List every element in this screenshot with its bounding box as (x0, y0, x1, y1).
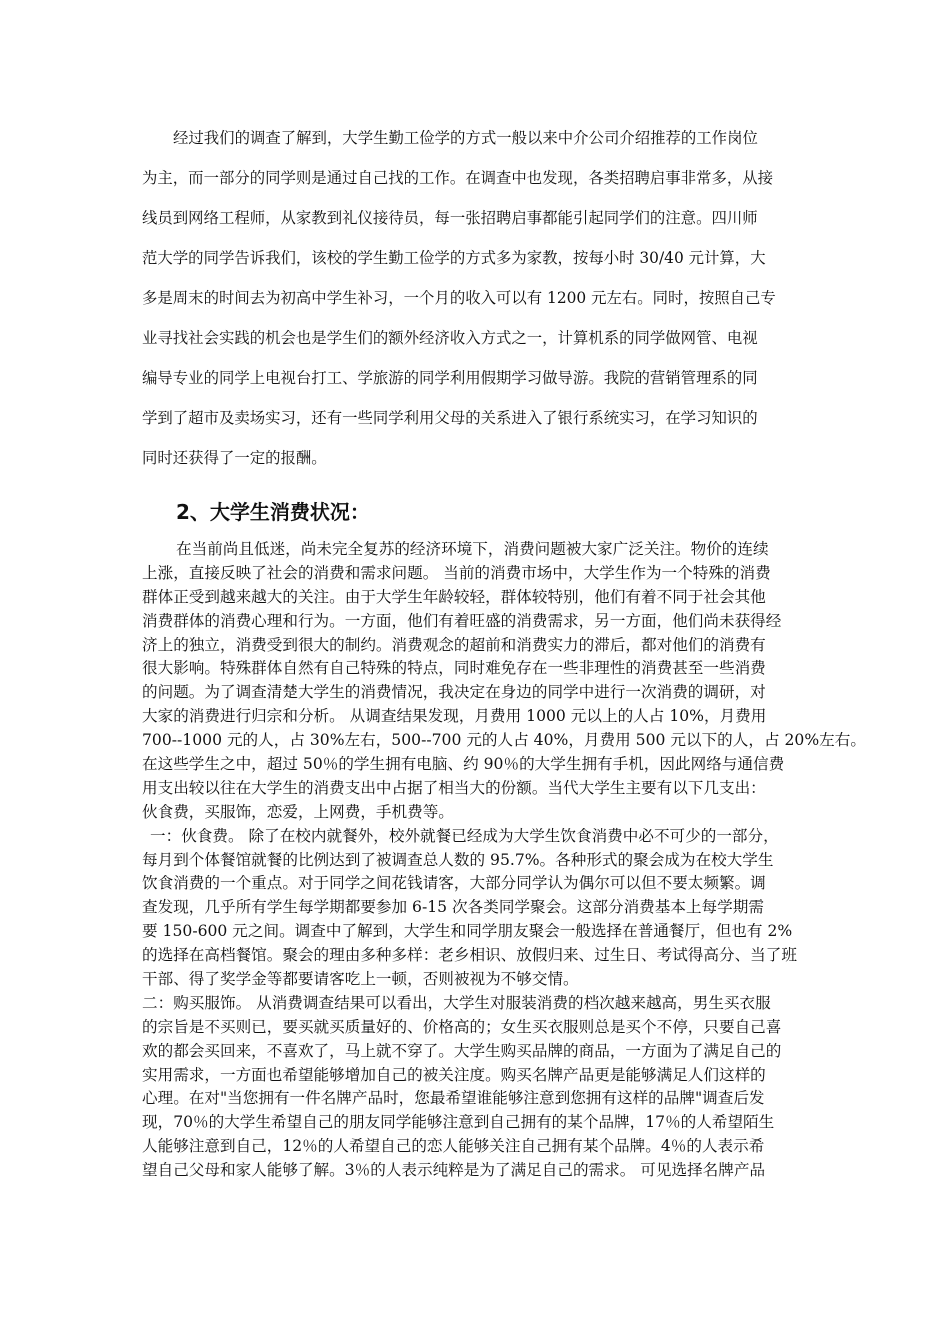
text-line: 实用需求，一方面也希望能够增加自己的被关注度。购买名牌产品更是能够满足人们这样的 (142, 1065, 766, 1084)
consumption-paragraphs (142, 538, 866, 1183)
text-line: 的选择在高档餐馆。聚会的理由多种多样：老乡相识、放假归来、过生日、考试得高分、当了班 (142, 946, 797, 965)
text-line: 心理。在对"当您拥有一件名牌产品时，您最希望谁能够注意到您拥有这样的品牌"调查后发 (142, 1089, 765, 1108)
text-line: 范大学的同学告诉我们，该校的学生勤工俭学的方式多为家教，按每小时 30/40 元计算，大 (142, 249, 766, 267)
text-line: 经过我们的调查了解到，大学生勤工俭学的方式一般以来中介公司介绍推荐的工作岗位 (173, 129, 758, 147)
text-line: 在当前尚且低迷，尚未完全复苏的经济环境下，消费问题被大家广泛关注。物价的连续 (176, 540, 769, 558)
subsection-clothing-title-line: 二：购买服饰。 从消费调查结果可以看出，大学生对服装消费的档次越来越高，男生买衣服 (142, 993, 771, 1012)
text-line: 为主，而一部分的同学则是通过自己找的工作。在调查中也发现，各类招聘启事非常多，从接 (142, 169, 774, 187)
text-line: 700--1000 元的人，占 30%左右，500--700 元的人占 40%，月费用 500 元以下的人，占 20%左右。 (142, 731, 866, 750)
text-line: 用支出较以往在大学生的消费支出中占据了相当大的份额。当代大学生主要有以下几支出： (142, 778, 766, 797)
text-line: 消费群体的消费心理和行为。一方面，他们有着旺盛的消费需求，另一方面，他们尚未获得经 (142, 611, 782, 630)
text-line: 饮食消费的一个重点。对于同学之间花钱请客，大部分同学认为偶尔可以但不要太频繁。调 (142, 874, 766, 893)
text-line: 很大影响。特殊群体自然有自己特殊的特点，同时难免存在一些非理性的消费甚至一些消费 (142, 659, 766, 678)
part-time-work-paragraph (142, 118, 818, 478)
text-line: 同时还获得了一定的报酬。 (142, 449, 327, 467)
text-line: 人能够注意到自己，12％的人希望自己的恋人能够关注自己拥有某个品牌。4％的人表示希 (142, 1137, 765, 1156)
text-line: 编导专业的同学上电视台打工、学旅游的同学利用假期学习做导游。我院的营销管理系的同 (142, 369, 758, 387)
text-line: 干部、得了奖学金等都要请客吃上一顿，否则被视为不够交情。 (142, 970, 579, 989)
text-line: 的宗旨是不买则已，要买就买质量好的、价格高的；女生买衣服则总是买个不停，只要自己喜 (142, 1017, 782, 1036)
text-line: 群体正受到越来越大的关注。由于大学生年龄较轻，群体较特别，他们有着不同于社会其他 (142, 587, 766, 606)
text-line: 现，70％的大学生希望自己的朋友同学能够注意到自己拥有的某个品牌，17％的人希望陌生 (142, 1113, 775, 1132)
text-line: 线员到网络工程师，从家教到礼仪接待员，每一张招聘启事都能引起同学们的注意。四川师 (142, 209, 758, 227)
text-line: 查发现，几乎所有学生每学期都要参加 6-15 次各类同学聚会。这部分消费基本上每学期需 (142, 898, 764, 917)
subsection-food-title-line: 一：伙食费。 除了在校内就餐外，校外就餐已经成为大学生饮食消费中必不可少的一部分， (150, 826, 779, 845)
text-line: 上涨，直接反映了社会的消费和需求问题。 当前的消费市场中，大学生作为一个特殊的消费 (142, 563, 771, 582)
text-line: 大家的消费进行归宗和分析。 从调查结果发现，月费用 1000 元以上的人占 10%，月费用 (142, 707, 767, 726)
text-line: 在这些学生之中，超过 50％的学生拥有电脑、约 90％的大学生拥有手机，因此网络与通信费 (142, 755, 785, 774)
section-heading: 2、大学生消费状况： (176, 500, 370, 524)
text-line: 望自己父母和家人能够了解。3％的人表示纯粹是为了满足自己的需求。 可见选择名牌产品 (142, 1161, 766, 1180)
text-line: 每月到个体餐馆就餐的比例达到了被调查总人数的 95.7%。各种形式的聚会成为在校大学生 (142, 850, 774, 869)
text-line: 学到了超市及卖场实习，还有一些同学利用父母的关系进入了银行系统实习，在学习知识的 (142, 409, 758, 427)
text-line: 的问题。为了调查清楚大学生的消费情况，我决定在身边的同学中进行一次消费的调研，对 (142, 683, 766, 702)
text-line: 要 150-600 元之间。调查中了解到，大学生和同学朋友聚会一般选择在普通餐厅，但也有 2% (142, 922, 793, 941)
text-line: 济上的独立，消费受到很大的制约。消费观念的超前和消费实力的滞后，都对他们的消费有 (142, 635, 766, 654)
text-line: 多是周末的时间去为初高中学生补习，一个月的收入可以有 1200 元左右。同时，按照自己专 (142, 289, 776, 307)
text-line: 欢的都会买回来，不喜欢了，马上就不穿了。大学生购买品牌的商品，一方面为了满足自己的 (142, 1041, 782, 1060)
text-line: 伙食费，买服饰，恋爱，上网费，手机费等。 (142, 802, 454, 821)
text-line: 业寻找社会实践的机会也是学生们的额外经济收入方式之一，计算机系的同学做网管、电视 (142, 329, 758, 347)
